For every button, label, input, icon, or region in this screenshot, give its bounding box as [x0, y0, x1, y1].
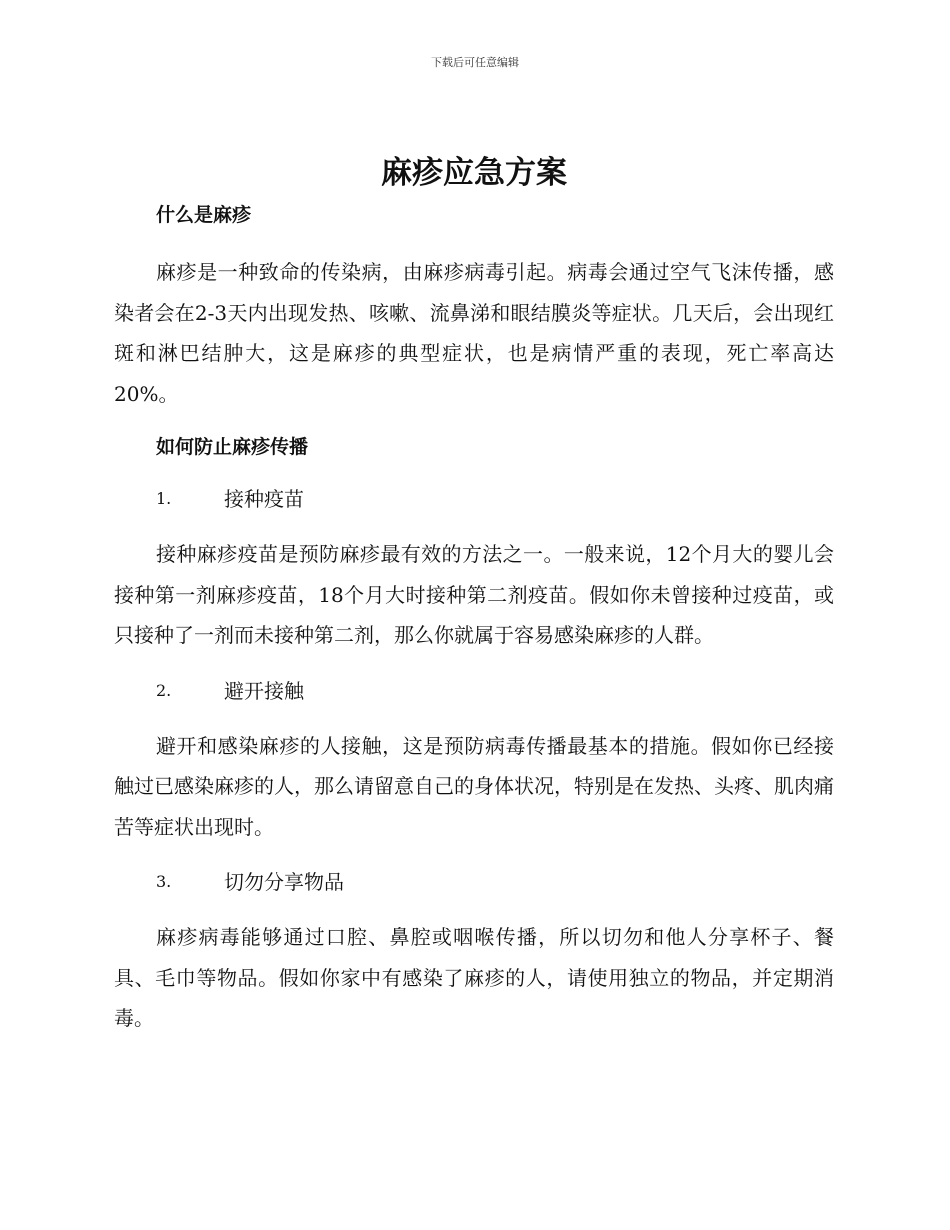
- list-number: 1.: [156, 489, 172, 508]
- list-number: 2.: [156, 680, 172, 700]
- list-number: 3.: [156, 872, 172, 891]
- paragraph-what-is: 麻疹是一种致命的传染病，由麻疹病毒引起。病毒会通过空气飞沫传播，感染者会在2-3天内出现发热、咳嗽、流鼻涕和眼结膜炎等症状。几天后，会出现红斑和淋巴结肿大，这是麻疹的典型症状，也是病情严重的表现，死亡率高达20%。: [114, 260, 834, 406]
- list-item-3: [114, 867, 834, 897]
- list-item-2: [114, 676, 834, 706]
- header-note: 下载后可任意编辑: [431, 56, 519, 69]
- document-title: 麻疹应急方案: [381, 155, 567, 191]
- paragraph-avoid-contact: 避开和感染麻疹的人接触，这是预防病毒传播最基本的措施。假如你已经接触过已感染麻疹的人，那么请留意自己的身体状况，特别是在发热、头疼、肌肉痛苦等症状出现时。: [114, 733, 834, 839]
- section-heading-what-is: 什么是麻疹: [156, 204, 252, 226]
- section-heading-prevention: 如何防止麻疹传播: [156, 436, 309, 458]
- list-label: 避开接触: [224, 678, 304, 703]
- list-item-1: [114, 484, 834, 514]
- paragraph-no-sharing: 麻疹病毒能够通过口腔、鼻腔或咽喉传播，所以切勿和他人分享杯子、餐具、毛巾等物品。假如你家中有感染了麻疹的人，请使用独立的物品，并定期消毒。: [114, 925, 834, 1030]
- list-label: 切勿分享物品: [224, 870, 344, 894]
- list-label: 接种疫苗: [224, 487, 304, 511]
- document-body: [114, 150, 834, 1039]
- paragraph-vaccine: 接种麻疹疫苗是预防麻疹最有效的方法之一。一般来说，12个月大的婴儿会接种第一剂麻疹疫苗，18个月大时接种第二剂疫苗。假如你未曾接种过疫苗，或只接种了一剂而未接种第二剂，那么你就属于容易感染麻疹的人群。: [114, 542, 834, 647]
